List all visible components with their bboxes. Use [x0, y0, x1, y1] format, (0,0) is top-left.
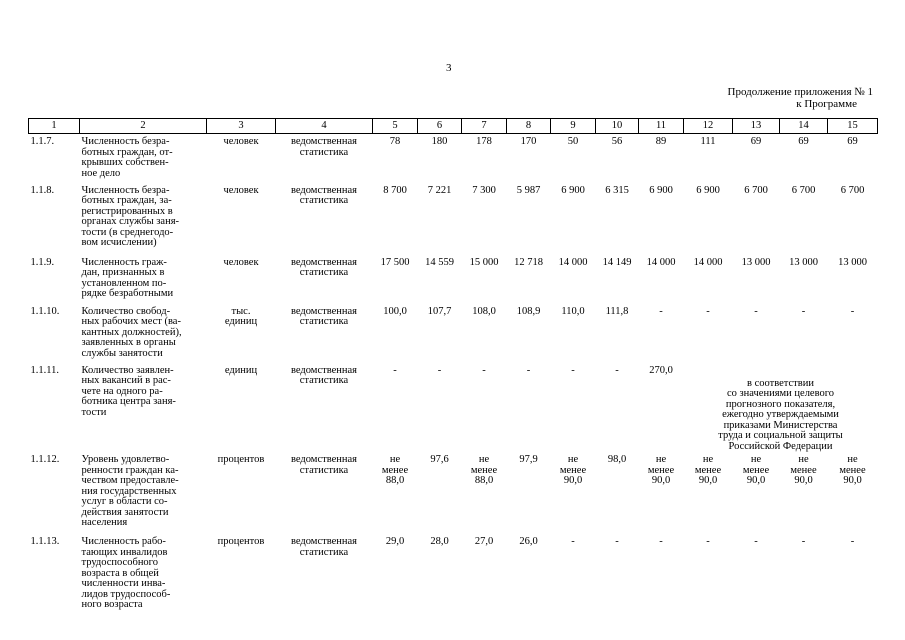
row-value: - — [706, 305, 710, 317]
row-value: 98,0 — [607, 454, 627, 465]
column-header: 9 — [551, 119, 596, 134]
row-unit: человек — [223, 184, 259, 196]
row-value: 110,0 — [561, 305, 585, 317]
row-value: - — [393, 364, 397, 376]
column-header: 13 — [733, 119, 780, 134]
row-value: не менее 90,0 — [559, 454, 587, 486]
column-header: 8 — [507, 119, 551, 134]
row-name: Численность безра- ботных граждан, от- крывших собствен- ное дело — [81, 136, 173, 179]
continuation-line-2: к Программе — [796, 98, 857, 110]
row-value: 14 149 — [602, 256, 632, 268]
row-value: - — [615, 364, 619, 376]
row-code: 1.1.9. — [30, 256, 55, 268]
row-code: 1.1.8. — [30, 184, 55, 196]
row-value: 5 987 — [516, 184, 541, 196]
row-unit: тыс. единиц — [224, 305, 258, 327]
row-value: - — [850, 536, 855, 547]
page-number: 3 — [446, 62, 452, 74]
row-value: 178 — [476, 136, 492, 147]
row-value: - — [615, 536, 619, 547]
row-unit: человек — [223, 136, 259, 147]
table-row — [29, 183, 878, 255]
row-value: 180 — [431, 136, 448, 147]
row-unit: единиц — [224, 364, 258, 376]
column-header: 12 — [684, 119, 733, 134]
continuation-header — [673, 86, 873, 110]
row-name: Количество заявлен- ных вакансий в рас- чете на одного ра- ботника центра заня- тости — [81, 364, 176, 418]
column-header: 3 — [207, 119, 276, 134]
row-value: 27,0 — [474, 536, 494, 547]
row-value: 6 900 — [649, 184, 673, 196]
row-value: - — [482, 364, 486, 376]
row-value: 69 — [750, 136, 762, 147]
row-source: ведомственная статистика — [291, 305, 357, 327]
row-value: - — [659, 305, 663, 317]
row-value: 7 221 — [427, 184, 452, 196]
row-value: - — [754, 305, 758, 317]
row-value: 100,0 — [383, 305, 407, 317]
row-value: 69 — [847, 136, 858, 147]
row-value: 13 000 — [789, 256, 818, 268]
row-value: 12 718 — [514, 256, 543, 268]
row-value: - — [706, 536, 710, 547]
row-value: 13 000 — [838, 256, 867, 268]
row-value: - — [801, 305, 806, 317]
table-row — [29, 255, 878, 304]
row-value: не менее 90,0 — [839, 454, 866, 486]
row-value: 6 700 — [840, 184, 865, 196]
row-value: 270,0 — [649, 364, 673, 376]
column-header: 2 — [80, 119, 207, 134]
row-value: 56 — [611, 136, 623, 147]
row-value: 97,6 — [430, 454, 449, 465]
row-unit: процентов — [217, 454, 265, 465]
row-code: 1.1.7. — [30, 136, 55, 147]
row-value: 7 300 — [472, 184, 496, 196]
row-value: 6 700 — [791, 184, 816, 196]
row-value: 6 315 — [605, 184, 629, 196]
row-value: 69 — [798, 136, 809, 147]
row-value: - — [571, 364, 575, 376]
column-header: 1 — [29, 119, 80, 134]
row-value: не менее 90,0 — [694, 454, 722, 486]
row-value: 17 500 — [380, 256, 410, 268]
row-source: ведомственная статистика — [291, 136, 357, 158]
row-name: Численность рабо- тающих инвалидов трудоспособного возраста в общей численности инва- лидов трудоспособ- ного возраста — [81, 536, 171, 610]
column-header: 15 — [828, 119, 878, 134]
row-name: Численность граж- дан, признанных в установленном по- рядке безработными — [81, 256, 174, 299]
row-value: 14 000 — [558, 256, 588, 268]
table-row — [29, 534, 878, 624]
column-number-row — [29, 119, 878, 134]
row-source: ведомственная статистика — [291, 454, 357, 476]
table-row — [29, 134, 878, 183]
row-value: - — [850, 305, 855, 317]
row-note: в соответствии со значениями целевого прогнозного показателя, ежегодно утверждаемыми приказами Министерства труда и социальной защиты Российской Федерации — [718, 377, 843, 452]
row-value: 107,7 — [427, 305, 452, 317]
row-value: не менее 90,0 — [647, 454, 675, 486]
column-header: 7 — [462, 119, 507, 134]
row-value: 111 — [700, 136, 716, 147]
row-value: 26,0 — [519, 536, 538, 547]
row-value: 78 — [389, 136, 401, 147]
row-value: 14 559 — [425, 256, 454, 268]
row-value: 6 900 — [561, 184, 585, 196]
table-row — [29, 452, 878, 534]
row-name: Численность безра- ботных граждан, за- регистрированных в органах службы заня- тости (в среднегодо- вом исчислении) — [81, 184, 180, 248]
row-value: 15 000 — [469, 256, 499, 268]
row-value: 6 700 — [744, 184, 768, 196]
row-value: 108,0 — [472, 305, 496, 317]
row-value: 14 000 — [646, 256, 676, 268]
column-header: 6 — [418, 119, 462, 134]
column-header: 14 — [780, 119, 828, 134]
row-value: - — [659, 536, 663, 547]
column-header: 11 — [639, 119, 684, 134]
row-source: ведомственная статистика — [291, 364, 357, 386]
row-value: 97,9 — [519, 454, 538, 465]
row-value: - — [801, 536, 806, 547]
row-code: 1.1.11. — [30, 364, 59, 376]
row-value: - — [437, 364, 442, 376]
table-row — [29, 363, 878, 453]
row-value: не менее 88,0 — [381, 454, 409, 486]
indicators-table — [28, 118, 878, 624]
continuation-line-1: Продолжение приложения № 1 — [727, 86, 873, 98]
column-header: 5 — [373, 119, 418, 134]
row-value: - — [754, 536, 758, 547]
row-value: 28,0 — [430, 536, 449, 547]
row-value: 8 700 — [383, 184, 407, 196]
row-name: Уровень удовлетво- ренности граждан ка- чеством предоставле- ния государственных услуг в области со- действия занятости населения — [81, 454, 179, 528]
row-value: 6 900 — [696, 184, 720, 196]
row-source: ведомственная статистика — [291, 184, 357, 206]
row-value: не менее 88,0 — [470, 454, 498, 486]
row-code: 1.1.10. — [30, 305, 60, 317]
row-value: 108,9 — [516, 305, 541, 317]
row-code: 1.1.12. — [30, 454, 60, 465]
row-value: 111,8 — [605, 305, 629, 317]
row-value: 50 — [567, 136, 579, 147]
row-code: 1.1.13. — [30, 536, 60, 547]
row-name: Количество свобод- ных рабочих мест (ва- кантных должностей), заявленных в органы службы занятости — [81, 305, 182, 359]
row-value: 13 000 — [741, 256, 771, 268]
row-value: 14 000 — [693, 256, 723, 268]
row-value: не менее 90,0 — [742, 454, 770, 486]
column-header: 4 — [276, 119, 373, 134]
column-header: 10 — [596, 119, 639, 134]
row-value: 170 — [520, 136, 537, 147]
row-unit: человек — [223, 256, 259, 268]
table-row — [29, 304, 878, 363]
row-unit: процентов — [217, 536, 265, 547]
row-source: ведомственная статистика — [291, 256, 357, 278]
row-source: ведомственная статистика — [291, 536, 357, 558]
row-value: не менее 90,0 — [790, 454, 817, 486]
row-value: 29,0 — [385, 536, 405, 547]
row-value: - — [571, 536, 575, 547]
row-value: - — [526, 364, 531, 376]
row-value: 89 — [655, 136, 667, 147]
